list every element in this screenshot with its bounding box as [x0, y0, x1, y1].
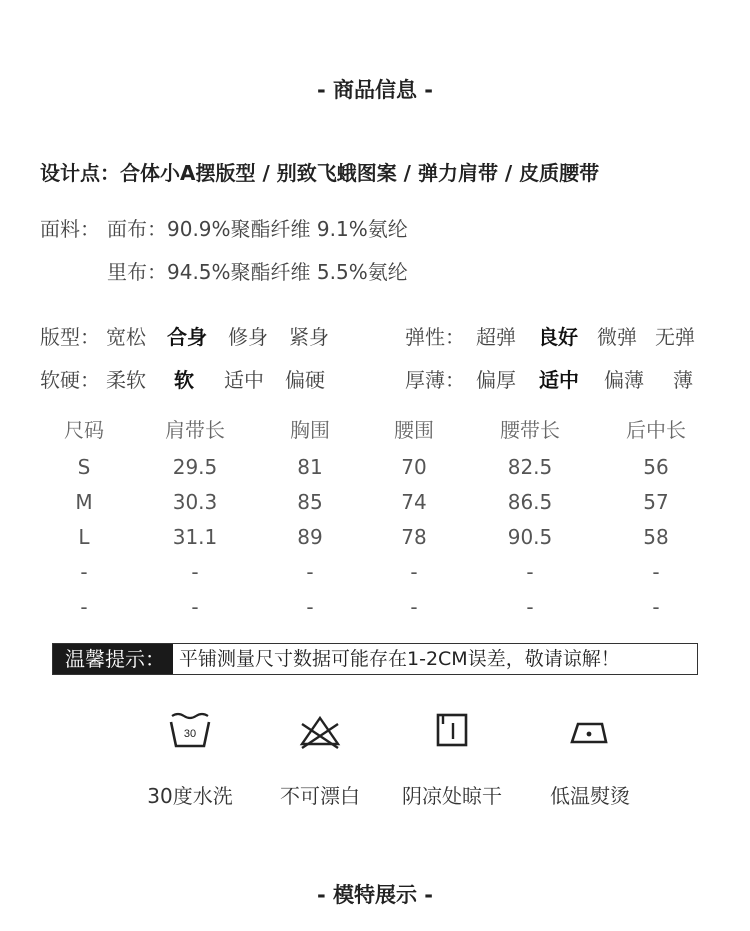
attribute-row-softness-thickness	[0, 364, 750, 394]
table-cell: 31.1	[172, 525, 218, 549]
fit-label: 版型：	[40, 325, 100, 349]
table-cell: S	[77, 455, 91, 479]
softness-label: 软硬：	[40, 368, 100, 392]
table-cell: M	[75, 490, 93, 514]
table-cell: -	[526, 560, 534, 584]
shade-dry-icon	[430, 712, 474, 750]
care-label: 低温熨烫	[550, 784, 630, 808]
header-cell: 肩带长	[165, 418, 225, 442]
fit-option: 紧身	[289, 325, 329, 349]
thickness-label: 厚薄：	[405, 368, 465, 392]
tip-label: 温馨提示：	[53, 644, 173, 674]
care-label: 阴凉处晾干	[402, 784, 502, 808]
fit-option: 修身	[228, 325, 268, 349]
table-cell: 56	[643, 455, 669, 479]
table-cell: -	[306, 560, 314, 584]
table-cell: -	[652, 560, 660, 584]
table-cell: 89	[297, 525, 323, 549]
header-cell: 腰围	[394, 418, 434, 442]
header-cell: 腰带长	[500, 418, 560, 442]
table-cell: 85	[297, 490, 323, 514]
fit-option-selected: 合身	[167, 325, 207, 349]
softness-option-selected: 软	[174, 368, 194, 392]
table-cell: 29.5	[172, 455, 218, 479]
care-label: 30度水洗	[147, 784, 233, 808]
fit-option: 宽松	[106, 325, 146, 349]
care-label: 不可漂白	[280, 784, 360, 808]
design-points: 设计点：合体小A摆版型 / 别致飞蛾图案 / 弹力肩带 / 皮质腰带	[40, 161, 600, 185]
measurement-tip	[52, 643, 698, 675]
table-cell: -	[191, 560, 199, 584]
elasticity-option: 超弹	[476, 325, 516, 349]
table-cell: 74	[401, 490, 427, 514]
wash-temperature-text: 30	[183, 728, 197, 740]
table-cell: 82.5	[507, 455, 553, 479]
table-cell: 86.5	[507, 490, 553, 514]
header-cell: 后中长	[626, 418, 686, 442]
elasticity-option: 微弹	[597, 325, 637, 349]
table-cell: 81	[297, 455, 323, 479]
table-cell: -	[306, 595, 314, 619]
elasticity-label: 弹性：	[405, 325, 465, 349]
tip-text: 平铺测量尺寸数据可能存在1-2CM误差，敬请谅解！	[179, 648, 620, 670]
fabric-lining: 里布：94.5%聚酯纤维 5.5%氨纶	[107, 260, 408, 284]
table-cell: -	[80, 595, 88, 619]
table-cell: -	[410, 560, 418, 584]
fabric-outer: 面布：90.9%聚酯纤维 9.1%氨纶	[107, 217, 408, 241]
product-info-heading: - 商品信息 -	[316, 78, 434, 102]
model-display-heading: - 模特展示 -	[316, 883, 434, 907]
table-cell: 30.3	[172, 490, 218, 514]
table-cell: -	[652, 595, 660, 619]
elasticity-option-selected: 良好	[538, 325, 578, 349]
care-item-iron	[520, 712, 660, 809]
table-cell: 70	[401, 455, 427, 479]
softness-option: 适中	[224, 368, 264, 392]
care-item-wash	[120, 712, 260, 809]
table-cell: -	[80, 560, 88, 584]
care-item-bleach	[250, 712, 390, 809]
table-cell: 57	[643, 490, 669, 514]
table-cell: 78	[401, 525, 427, 549]
care-item-dry	[382, 712, 522, 809]
attribute-row-fit-elasticity	[0, 321, 750, 351]
thickness-option: 偏薄	[604, 368, 644, 392]
softness-option: 柔软	[106, 368, 146, 392]
thickness-option: 偏厚	[476, 368, 516, 392]
softness-option: 偏硬	[285, 368, 325, 392]
table-cell: 58	[643, 525, 669, 549]
header-cell: 尺码	[64, 418, 104, 442]
thickness-option-selected: 适中	[539, 368, 579, 392]
table-cell: -	[191, 595, 199, 619]
thickness-option: 薄	[673, 368, 693, 392]
table-cell: -	[410, 595, 418, 619]
low-iron-icon	[568, 712, 612, 750]
wash-30-icon	[168, 712, 212, 750]
fabric-label: 面料：	[40, 217, 100, 241]
header-cell: 胸围	[290, 418, 330, 442]
elasticity-option: 无弹	[655, 325, 695, 349]
table-cell: L	[78, 525, 90, 549]
no-bleach-icon	[298, 712, 342, 750]
table-cell: 90.5	[507, 525, 553, 549]
table-cell: -	[526, 595, 534, 619]
